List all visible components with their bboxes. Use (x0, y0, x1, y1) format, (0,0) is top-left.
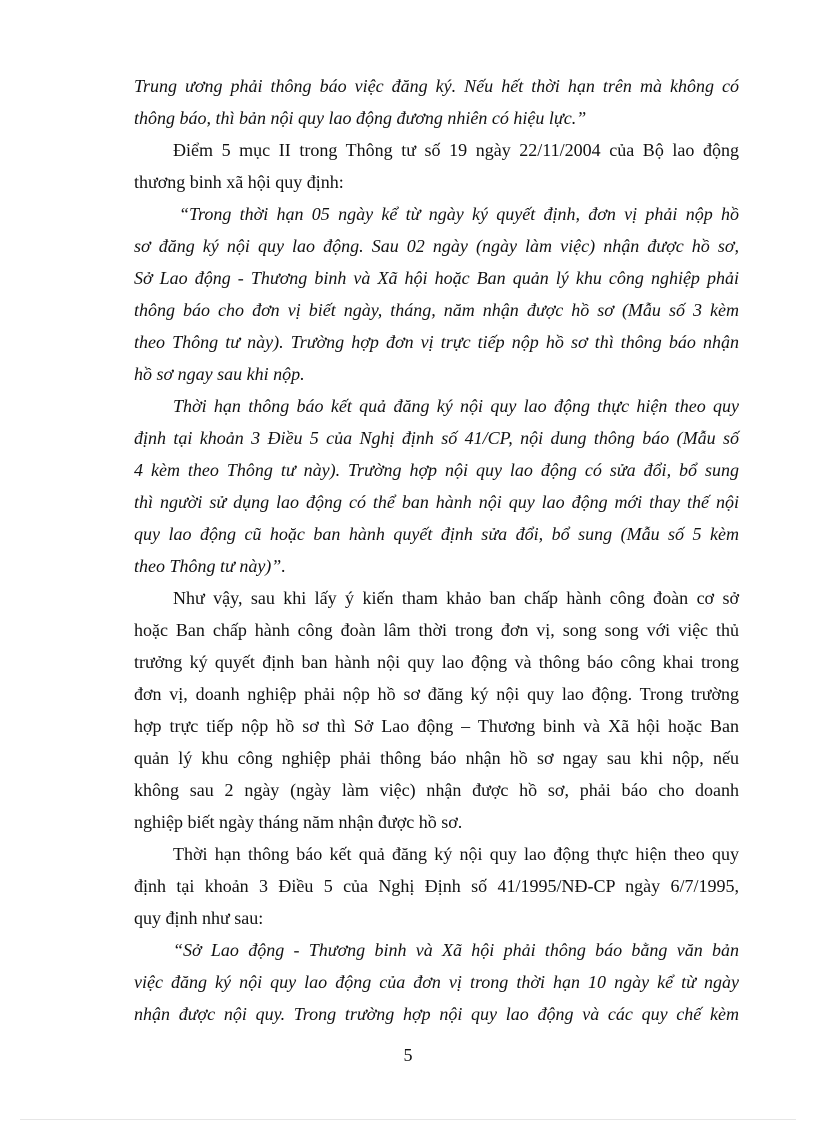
text-line: hoặc Ban chấp hành công đoàn lâm thời trong đơn vị, song song với việc thủ (134, 620, 739, 640)
text-line: nhận được nội quy. Trong trường hợp nội quy lao động và các quy chế kèm (134, 1004, 739, 1024)
text-line: quy định như sau: (134, 908, 264, 928)
page-number: 5 (403, 1045, 413, 1065)
text-line: nghiệp biết ngày tháng năm nhận được hồ sơ. (134, 812, 463, 832)
document-body (134, 70, 739, 1030)
text-line: việc đăng ký nội quy lao động của đơn vị trong thời hạn 10 ngày kể từ ngày (134, 972, 739, 992)
text-line: hồ sơ ngay sau khi nộp. (134, 364, 305, 384)
text-line: quy lao động cũ hoặc ban hành quyết định sửa đổi, bổ sung (Mẫu số 5 kèm (134, 524, 739, 544)
text-line: đơn vị, doanh nghiệp phải nộp hồ sơ đăng ký nội quy lao động. Trong trường (134, 684, 739, 704)
text-line: theo Thông tư này). Trường hợp đơn vị trực tiếp nộp hồ sơ thì thông báo nhận (134, 332, 739, 352)
text-line: 4 kèm theo Thông tư này). Trường hợp nội quy lao động có sửa đổi, bổ sung (134, 460, 739, 480)
quote-paragraph-first-line: Thời hạn thông báo kết quả đăng ký nội quy lao động thực hiện theo quy (173, 396, 739, 416)
text-line: theo Thông tư này)”. (134, 556, 286, 576)
text-line: sơ đăng ký nội quy lao động. Sau 02 ngày (ngày làm việc) nhận được hồ sơ, (134, 236, 739, 256)
text-line: hợp trực tiếp nộp hồ sơ thì Sở Lao động – Thương binh và Xã hội hoặc Ban (134, 716, 739, 736)
text-line: trưởng ký quyết định ban hành nội quy lao động và thông báo công khai trong (134, 652, 739, 672)
text-line: thương binh xã hội quy định: (134, 172, 344, 192)
text-line: thì người sử dụng lao động có thể ban hành nội quy lao động mới thay thế nội (134, 492, 739, 512)
text-line: Sở Lao động - Thương binh và Xã hội hoặc Ban quản lý khu công nghiệp phải (134, 268, 739, 288)
text-line: không sau 2 ngày (ngày làm việc) nhận được hồ sơ, phải báo cho doanh (134, 780, 739, 800)
text-line: thông báo, thì bản nội quy lao động đương nhiên có hiệu lực.” (134, 108, 587, 128)
page-bottom-rule (20, 1119, 796, 1120)
quote-first-line: “Sở Lao động - Thương binh và Xã hội phải thông báo bằng văn bản (173, 940, 739, 960)
paragraph-first-line: Như vậy, sau khi lấy ý kiến tham khảo ban chấp hành công đoàn cơ sở (173, 588, 739, 608)
text-line: thông báo cho đơn vị biết ngày, tháng, năm nhận được hồ sơ (Mẫu số 3 kèm (134, 300, 739, 320)
text-line: định tại khoản 3 Điều 5 của Nghị Định số 41/1995/NĐ-CP ngày 6/7/1995, (134, 876, 739, 896)
paragraph-first-line: Thời hạn thông báo kết quả đăng ký nội quy lao động thực hiện theo quy (173, 844, 739, 864)
text-line: định tại khoản 3 Điều 5 của Nghị định số 41/CP, nội dung thông báo (Mẫu số (134, 428, 739, 448)
quote-first-line: “Trong thời hạn 05 ngày kể từ ngày ký quyết định, đơn vị phải nộp hồ (179, 204, 739, 224)
paragraph-first-line: Điểm 5 mục II trong Thông tư số 19 ngày 22/11/2004 của Bộ lao động (173, 140, 739, 160)
text-line: quản lý khu công nghiệp phải thông báo nhận hồ sơ ngay sau khi nộp, nếu (134, 748, 739, 768)
text-line: Trung ương phải thông báo việc đăng ký. Nếu hết thời hạn trên mà không có (134, 76, 739, 96)
